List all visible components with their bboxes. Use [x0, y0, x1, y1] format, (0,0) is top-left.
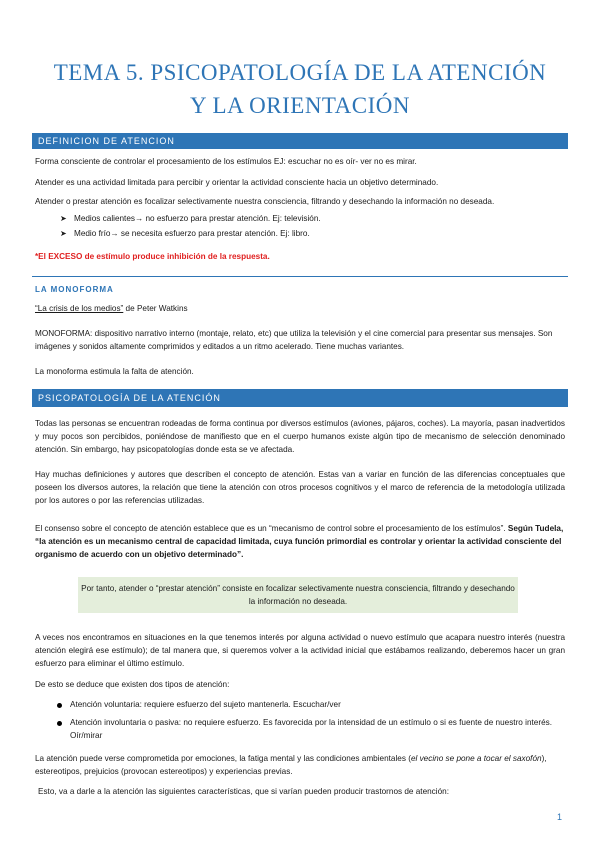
paragraph: Atender o prestar atención es focalizar selectivamente nuestra consciencia, filtrando y desechando la información no deseada. — [35, 197, 495, 206]
divider — [32, 276, 568, 277]
paragraph: Atender es una actividad limitada para percibir y orientar la actividad consciente hacia un objetivo determinado. — [35, 178, 439, 187]
tudela-quote: Según Tudela, “la atención es un mecanismo central de capacidad limitada, cuya función primordial es controlar y orientar la actividad consciente del organismo de acuerdo con un objetivo determinado”. — [35, 524, 564, 559]
definition-term: MONOFORMA: — [35, 329, 93, 338]
section-heading-psicopatologia: PSICOPATOLOGÍA DE LA ATENCIÓN — [32, 389, 568, 407]
subheading-monoforma: LA MONOFORMA — [35, 285, 114, 294]
paragraph-text: ), estereotipos, prejuicios (provocan estereotipos) y experiencias previas. — [35, 754, 547, 776]
paragraph: Todas las personas se encuentran rodeadas de forma continua por diversos estímulos (aviones, pájaros, coches). La mayoría, pasan inadvertidos y muy pocos son percibidos, poniéndose de manifiesto que en el cuerpo humanos existe algún tipo de mecanismo de selección denominado atención. Sin embargo, hay psicopatologías donde esta se ve afectada. — [35, 419, 565, 454]
page-title-line1: TEMA 5. PSICOPATOLOGÍA DE LA ATENCIÓN — [53, 60, 547, 85]
list-item: Medio frío→ se necesita esfuerzo para prestar atención. Ej: libro. — [74, 229, 310, 238]
definition-text: dispositivo narrativo interno (montaje, relato, etc) que utiliza la televisión y el cine comercial para presentar sus mensajes. Son imágenes y sonidos altamente comprimidos y editados a un ritmo acelerado. Tiene muchas variantes. — [35, 329, 553, 351]
list-item: Medios calientes→ no esfuerzo para prestar atención. Ej: televisión. — [74, 214, 321, 223]
warning-text: *El EXCESO de estímulo produce inhibición de la respuesta. — [35, 252, 270, 261]
bullet-dot-icon — [57, 703, 62, 708]
paragraph — [35, 522, 565, 561]
paragraph: Hay muchas definiciones y autores que describen el concepto de atención. Estas van a variar en función de las diferencias conceptuales que poseen los diversos autores, la relación que tiene la atención con otros procesos cognitivos y el marco de referencia de la metodología utilizada por los autores o por las referencias utilizadas. — [35, 470, 565, 505]
reference-author: de Peter Watkins — [123, 304, 188, 313]
paragraph-text: La atención puede verse comprometida por emociones, la fatiga mental y las condiciones ambientales ( — [35, 754, 411, 763]
highlight-box: Por tanto, atender o “prestar atención” consiste en focalizar selectivamente nuestra consciencia, filtrando y desechando la información no deseada. — [78, 577, 518, 613]
paragraph: Forma consciente de controlar el procesamiento de los estímulos EJ: escuchar no es oír- ver no es mirar. — [35, 157, 417, 166]
reference-title: “La crisis de los medios” — [35, 304, 124, 313]
arrow-bullet-icon: ➤ — [60, 214, 67, 223]
reference-line — [35, 302, 565, 315]
section-heading-definicion: DEFINICION DE ATENCION — [32, 133, 568, 149]
page-number: 1 — [557, 812, 563, 822]
bullet-dot-icon — [57, 721, 62, 726]
example-text: el vecino se pone a tocar el saxofón — [410, 754, 542, 763]
paragraph — [35, 752, 565, 778]
paragraph: La monoforma estimula la falta de atención. — [35, 367, 194, 376]
list-item: Atención voluntaria: requiere esfuerzo del sujeto mantenerla. Escuchar/ver — [70, 700, 341, 709]
list-item: Atención involuntaria o pasiva: no requiere esfuerzo. Es favorecida por la intensidad de un estímulo o si es fuente de nuestro interés. Oír/mirar — [70, 718, 552, 740]
paragraph: Esto, va a darle a la atención las siguientes características, que si varían pueden producir trastornos de atención: — [38, 787, 449, 796]
definition-paragraph — [35, 327, 565, 353]
consensus-text: El consenso sobre el concepto de atención establece que es un “mecanismo de control sobre el procesamiento de los estímulos”. — [35, 524, 508, 533]
arrow-bullet-icon: ➤ — [60, 229, 67, 238]
paragraph: A veces nos encontramos en situaciones en la que tenemos interés por alguna actividad o nuevo estímulo que acapara nuestro interés (nuestra atención elegirá ese estímulo); de tal manera que, si queremos volver a la actividad inicial que estábamos realizando, deberemos hacer un gran esfuerzo para eliminar el último estímulo. — [35, 633, 565, 668]
page-title-line2: Y LA ORIENTACIÓN — [190, 93, 410, 118]
paragraph: De esto se deduce que existen dos tipos de atención: — [35, 680, 230, 689]
